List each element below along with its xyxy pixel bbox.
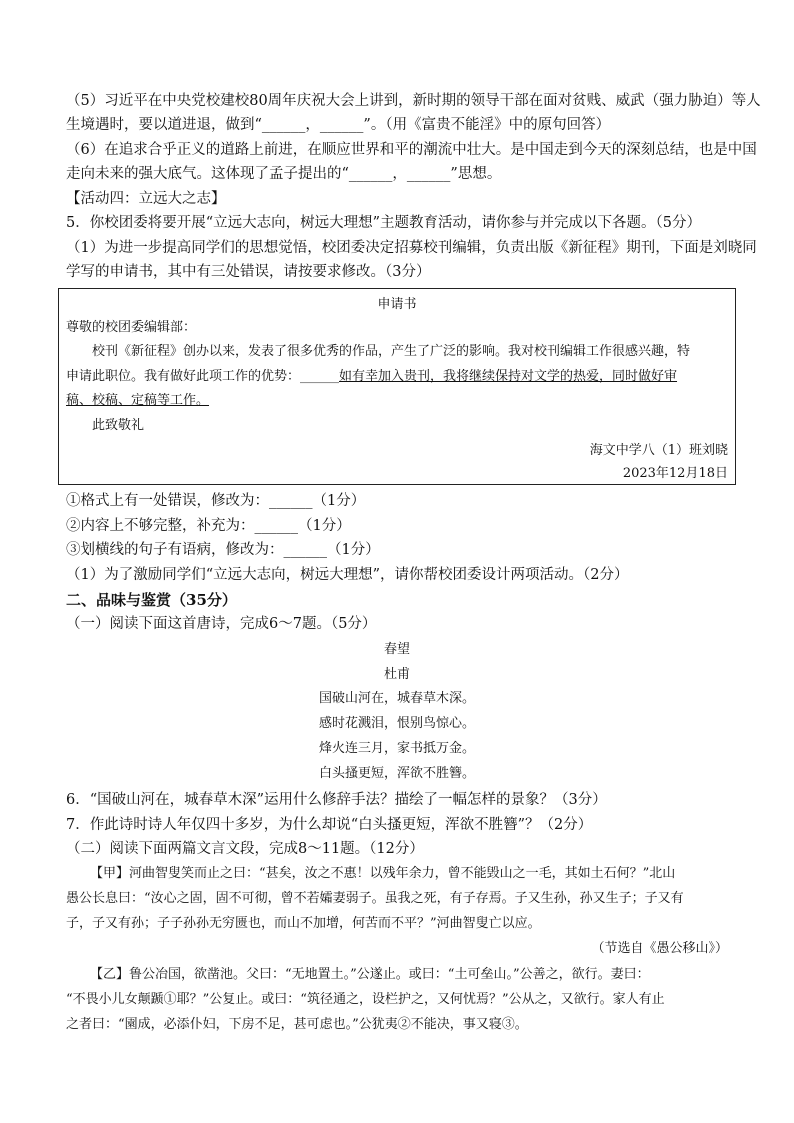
letter-greeting: 尊敬的校团委编辑部： (66, 320, 197, 335)
letter-blank: ______ (300, 369, 340, 384)
jia-line-1: 【甲】河曲智叟笑而止之曰：“甚矣，汝之不惠！以残年余力，曾不能毁山之一毛，其如土石何？”北山 (90, 866, 676, 881)
part-2-intro: （二）阅读下面两篇文言文段，完成8～11题。（12分） (66, 841, 424, 857)
poem-author: 杜甫 (383, 667, 410, 682)
underlined-sentence: 如有幸加入贵刊，我将继续保持对文学的热爱，同时做好审 (339, 369, 678, 384)
poem-line-1: 国破山河在，城春草木深。 (318, 691, 475, 706)
q5-line-1: （5）习近平在中央党校建校80周年庆祝大会上讲到，新时期的领导干部在面对贫贱、威武（强力胁迫）等人 (66, 93, 761, 109)
letter-body-line-3: 稿、校稿、定稿等工作。 (66, 393, 210, 408)
letter-signature: 海文中学八（1）班刘晓 (589, 443, 728, 458)
fix-item-2: ②内容上不够完整，补充为：______（1分） (66, 518, 351, 534)
letter-body-text: 申请此职位。我有做好此项工作的优势： (66, 369, 301, 384)
letter-body-line-1: 校刊《新征程》创办以来，发表了很多优秀的作品，产生了广泛的影响。我对校刊编辑工作很感兴趣，特 (92, 344, 691, 359)
q6-line-2: 走向未来的强大底气。这体现了孟子提出的“______，______”思想。 (66, 166, 502, 182)
letter-closing: 此致敬礼 (92, 418, 145, 433)
part-1-intro: （一）阅读下面这首唐诗，完成6～7题。（5分） (66, 616, 377, 632)
section-2-title: 二、品味与鉴赏（35分） (66, 591, 237, 609)
fix-item-3: ③划横线的句子有语病，修改为：______（1分） (66, 542, 380, 558)
jia-source: （节选自《愚公移山》） (591, 941, 728, 956)
activity-heading: 【活动四：立远大之志】 (66, 191, 226, 207)
yi-line-2: “不畏小儿女颠踬①耶？”公复止。或曰：“筑径通之，设栏护之，又何忧焉？”公从之，又欲行。家人有止 (66, 992, 665, 1007)
poem-line-4: 白头搔更短，浑欲不胜簪。 (318, 766, 475, 781)
question-6: 6．“国破山河在，城春草木深”运用什么修辞手法？描绘了一幅怎样的景象？（3分） (66, 792, 607, 808)
q6-line-1: （6）在追求合乎正义的道路上前进，在顺应世界和平的潮流中壮大。是中国走到今天的深刻总结，也是中国 (66, 142, 757, 158)
letter-title: 申请书 (377, 297, 417, 312)
q5-line-2: 生境遇时，要以道进退，做到“______，______”。（用《富贵不能淫》中的原句回答） (66, 117, 611, 133)
poem-title: 春望 (383, 642, 410, 657)
poem-line-3: 烽火连三月，家书抵万金。 (318, 741, 475, 756)
question-7: 7．作此诗时诗人年仅四十多岁，为什么却说“白头搔更短，浑欲不胜簪”？（2分） (66, 817, 593, 833)
letter-body-line-2 (66, 368, 677, 386)
yi-line-3: 之者曰：“園成，必添仆妇，下房不足，甚可虑也。”公犹夷②不能决，事又寝③。 (66, 1017, 528, 1032)
q5-sub1-line-1: （1）为进一步提高同学们的思想觉悟，校团委决定招募校刊编辑，负责出版《新征程》期刊，下面是刘晓同 (66, 240, 757, 256)
fix-item-1: ①格式上有一处错误，修改为：______（1分） (66, 493, 366, 509)
jia-line-2: 愚公长息曰：“汝心之固，固不可彻，曾不若孀妻弱子。虽我之死，有子存焉。子又生孙，孙又生子；子又有 (66, 891, 684, 906)
q5-sub1-line-2: 学写的申请书，其中有三处错误，请按要求修改。（3分） (66, 264, 431, 280)
letter-date: 2023年12月18日 (622, 466, 728, 481)
q5-sub2: （1）为了激励同学们“立远大志向，树远大理想”，请你帮校团委设计两项活动。（2分） (66, 567, 629, 583)
jia-line-3: 子，子又有孙；子子孙孙无穷匮也，而山不加增，何苦而不平？”河曲智叟亡以应。 (66, 916, 541, 931)
yi-line-1: 【乙】鲁公冶国，欲凿池。父曰：“无地置土。”公遂止。或曰：“土可垒山。”公善之，欲行。妻曰： (90, 967, 650, 982)
poem-line-2: 感时花溅泪，恨别鸟惊心。 (318, 716, 475, 731)
question-5: 5．你校团委将要开展“立远大志向，树远大理想”主题教育活动，请你参与并完成以下各题。（5分） (66, 215, 702, 231)
